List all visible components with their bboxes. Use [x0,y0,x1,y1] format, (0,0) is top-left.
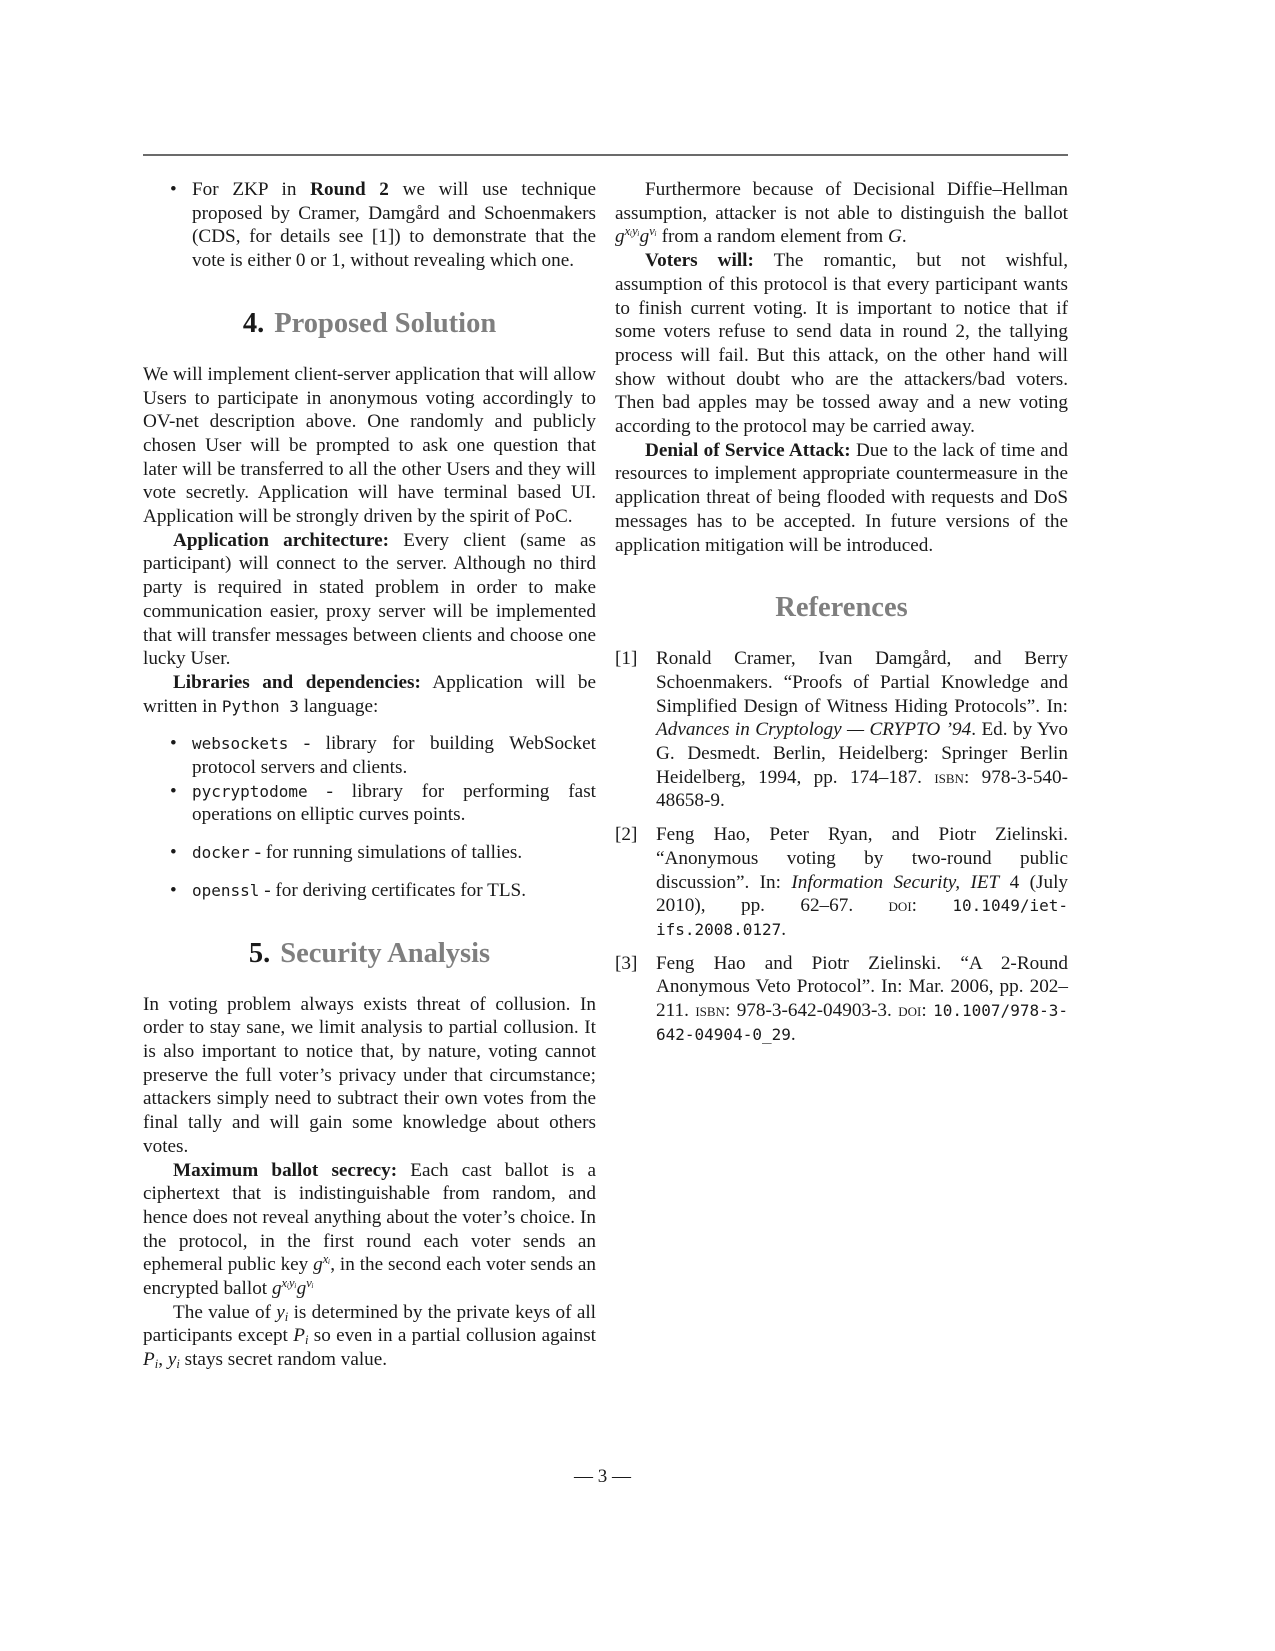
text-run: - library for performing fast operations on elliptic curves points. [192,780,596,826]
emph-text: g [271,1278,282,1300]
section-heading [143,307,596,341]
text-run: . [901,226,907,248]
math-index: xᵢyᵢ [624,224,640,239]
bullet-item [143,841,596,865]
emph-text: Information Security, IET [791,871,1000,893]
text-run: - for running simulations of tallies. [249,842,523,864]
text-run: Feng Hao, Peter Ryan, and Piotr Zielinski. “Anonymous voting by two-round public discussion”. In: [656,824,1068,893]
math-index: i [304,1333,309,1348]
text-run: The romantic, but not wishful, assumption of this protocol is that every participant wants to finish current voting. It is important to notice that if some voters refuse to send data in round 2, the tallying process will fail. But this attack, on the other hand will show without doubt who are the attackers/bad voters. Then bad apples may be tossed away and a new voting according to the protocol may be carried away. [615,250,1068,438]
text-run: - library for building WebSocket protocol servers and clients. [192,733,596,779]
section-number: 4. [242,307,265,339]
math-index: vᵢ [649,224,657,239]
text-run: Furthermore because of Decisional Diffie–Hellman assumption, attacker is not able to distinguish the ballot [615,179,1068,224]
math-index: xᵢyᵢ [281,1276,297,1291]
code-text: openssl [192,880,260,900]
bold-lead: Denial of Service Attack: [645,439,851,461]
bullet-icon: • [170,733,177,755]
bold-lead: Voters will: [645,250,754,272]
bullet-item [143,178,596,273]
code-text: 10.1007/978-3-642-04904-0_29 [656,1001,1068,1044]
bold-lead: Libraries and dependencies: [173,671,421,693]
section-number: 5. [248,937,271,969]
text-run: . [781,918,787,940]
text-run: Each cast ballot is a ciphertext that is indistinguishable from random, and hence does not reveal anything about the voter’s choice. In the protocol, in the first round each voter sends an ephemeral public key [143,1159,596,1276]
math-index: xᵢ [322,1252,331,1267]
math-index: vᵢ [306,1276,314,1291]
text-run: is determined by the private keys of all participants except [143,1301,596,1347]
emph-text: g [615,226,625,248]
text-run: . [790,1023,796,1045]
paragraph [143,1159,596,1301]
text-run: Ronald Cramer, Ivan Damgård, and Berry Schoenmakers. “Proofs of Partial Knowledge and Simplified Design of Witness Hiding Protocols”. In: [656,648,1068,717]
paragraph [143,671,596,718]
emph-text: y [167,1349,177,1371]
bullet-icon: • [170,780,177,802]
section-heading [615,591,1068,625]
paragraph [143,529,596,671]
emph-text: isbn [695,1000,725,1022]
reference-item [615,952,1068,1047]
emph-text: G [888,226,902,248]
text-run: Every client (same as participant) will connect to the server. Although no third party is required in stated problem in order to make communication easier, proxy server will be implemented that will transfer messages between clients and choose one lucky User. [143,529,597,670]
text-run: , [158,1349,168,1371]
section-title: References [775,592,908,624]
text-run: : [911,895,953,917]
bullet-item [143,732,596,779]
paragraph [615,439,1068,558]
paragraph [615,178,1068,249]
emph-text: y [276,1301,285,1323]
bullet-item [143,780,596,827]
header-rule [143,154,1068,156]
emph-text: isbn [934,766,964,788]
paragraph [143,1301,596,1372]
reference-label: [3] [615,952,638,974]
text-run: 4 (July 2010), pp. 62–67. [656,871,1068,917]
text-run: from a random element from [656,226,889,248]
emph-text: doi [888,895,912,917]
text-run: : 978-3-642-04903-3. [724,1000,899,1022]
bullet-icon: • [170,842,177,864]
page-number: — 3 — [574,1466,631,1487]
bold-lead: Round 2 [310,179,389,200]
code-text: pycryptodome [192,781,308,801]
text-run: so even in a partial collusion against [308,1325,597,1347]
code-text: websockets [192,734,289,754]
text-run: - for deriving certificates for TLS. [259,879,527,901]
text-run: language: [298,695,379,717]
text-run: Due to the lack of time and resources to implement appropriate countermeasure in the application threat of being flooded with requests and DoS messages has to be accepted. In future versions of the application mitigation will be introduced. [615,439,1068,556]
right-column [615,178,1068,1057]
paragraph [615,249,1068,439]
text-run: , in the second each voter sends an encrypted ballot [143,1254,597,1300]
text-run: We will implement client-server application that will allow Users to participate in anonymous voting accordingly to OV-net description above. One randomly and publicly chosen User will be prompted to ask one question that later will be transferred to all the other Users and they will vote secretly. Application will have terminal based UI. Application will be strongly driven by the spirit of PoC. [143,363,596,528]
text-run: stays secret random value. [179,1349,388,1371]
reference-item [615,647,1068,813]
text-run: In voting problem always exists threat of collusion. In order to stay sane, we limit analysis to partial collusion. It is also important to notice that, by nature, voting cannot preserve the full voter’s privacy under that circumstance; attackers simply need to subtract their own votes from the final tally and will gain some knowledge about others votes. [143,993,596,1157]
code-text: docker [192,843,250,863]
emph-text: g [296,1278,307,1300]
bold-lead: Maximum ballot secrecy: [173,1159,398,1181]
bullet-item [143,879,596,903]
section-title: Proposed Solution [274,307,497,339]
reference-label: [2] [615,824,638,846]
bold-lead: Application architecture: [173,529,389,551]
text-run: : 978-3-540-48658-9. [656,766,1068,812]
bullet-icon: • [170,879,177,901]
emph-text: g [313,1254,323,1276]
emph-text: doi [898,1000,922,1022]
emph-text: P [293,1325,305,1347]
code-text: 10.1049/iet-ifs.2008.0127 [656,896,1068,939]
math-index: i [154,1357,159,1372]
text-run: Application will be written in [143,671,596,717]
paragraph [143,363,596,529]
section-title: Security Analysis [280,937,491,969]
emph-text: P [143,1349,155,1371]
text-run: The value of [173,1301,277,1323]
math-index: i [284,1309,289,1324]
bullet-icon: • [170,179,177,200]
section-heading [143,937,596,971]
emph-text: g [639,226,650,248]
paragraph [143,993,596,1159]
code-text: Python 3 [221,696,299,716]
emph-text: Advances in Cryptology — CRYPTO ’94 [656,719,972,741]
text-run: . Ed. by Yvo G. Desmedt. Berlin, Heidelberg: Springer Berlin Heidelberg, 1994, pp. 174–187. [656,719,1068,788]
left-column [143,178,596,1372]
math-index: i [176,1357,180,1372]
text-run: For ZKP in [192,179,311,200]
reference-item [615,823,1068,942]
reference-label: [1] [615,648,638,670]
text-run: we will use technique proposed by Cramer, Damgård and Schoenmakers (CDS, for details see [1]) to demonstrate that the vote is either 0 or 1, without revealing which one. [192,179,597,272]
text-run: : [921,1000,934,1022]
text-run: Feng Hao and Piotr Zielinski. “A 2-Round Anonymous Veto Protocol”. In: Mar. 2006, pp. 202–211. [656,952,1068,1022]
